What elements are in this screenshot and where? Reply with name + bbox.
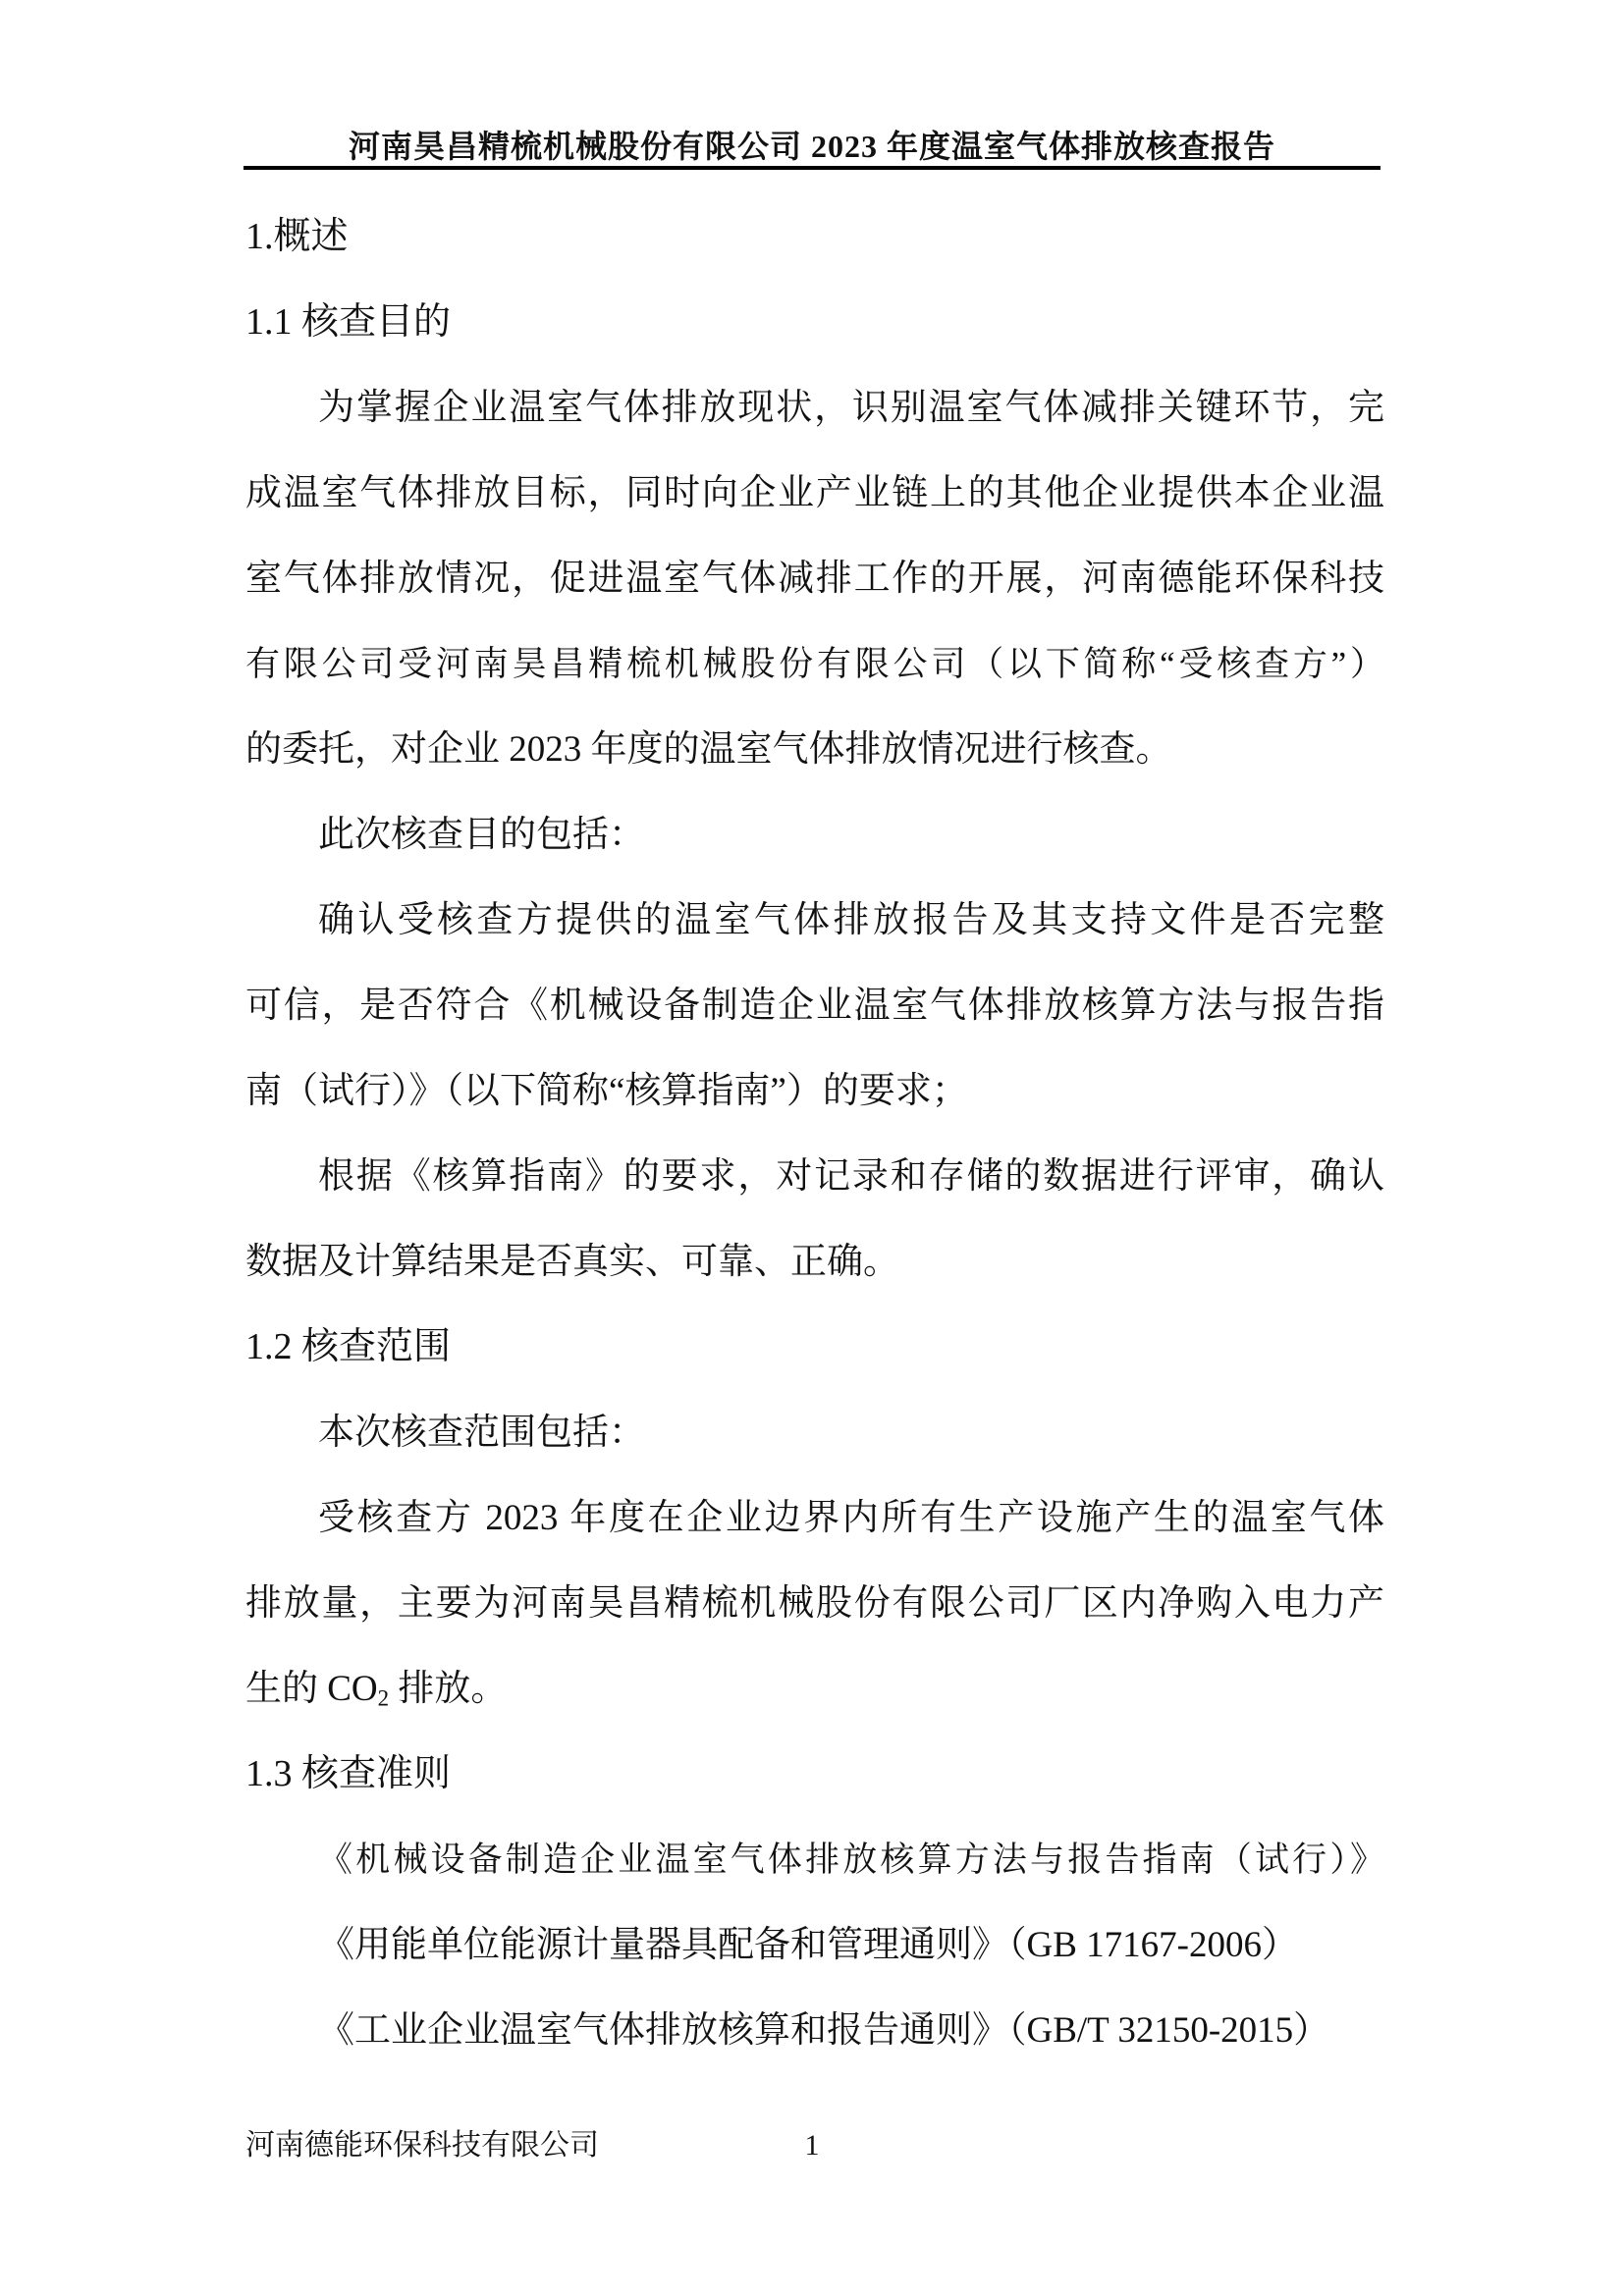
co2-subscript: 2 — [377, 1685, 390, 1711]
body-line: 室气体排放情况，促进温室气体减排工作的开展，河南德能环保科技 — [245, 559, 1384, 599]
co2-text-pre: 生的 CO — [245, 1669, 378, 1709]
body-line: 的委托，对企业 2023 年度的温室气体排放情况进行核查。 — [245, 729, 1172, 770]
body-line: 根据《核算指南》的要求，对记录和存储的数据进行评审，确认 — [318, 1156, 1384, 1197]
header-rule — [244, 166, 1380, 170]
body-line: 本次核查范围包括： — [318, 1413, 645, 1453]
body-line: 南（试行）》（以下简称“核算指南”）的要求； — [245, 1071, 968, 1111]
document-body — [245, 194, 1384, 2073]
body-line: 可信，是否符合《机械设备制造企业温室气体排放核算方法与报告指 — [245, 986, 1384, 1026]
section-heading-1: 1.概述 — [245, 216, 349, 257]
body-line: 受核查方 2023 年度在企业边界内所有生产设施产生的温室气体 — [318, 1498, 1384, 1538]
reference-line: 《工业企业温室气体排放核算和报告通则》（GB/T 32150-2015） — [318, 2010, 1330, 2051]
body-line: 有限公司受河南昊昌精梳机械股份有限公司（以下简称“受核查方”） — [245, 645, 1384, 683]
reference-line: 《用能单位能源计量器具配备和管理通则》（GB 17167-2006） — [318, 1925, 1298, 1965]
page-footer — [0, 2126, 1624, 2165]
footer-page-number: 1 — [804, 2129, 820, 2162]
body-line: 为掌握企业温室气体排放现状，识别温室气体减排关键环节，完 — [318, 388, 1384, 428]
reference-line: 《机械设备制造企业温室气体排放核算方法与报告指南（试行）》 — [318, 1841, 1384, 1879]
co2-text-post: 排放。 — [389, 1669, 508, 1709]
footer-company-name: 河南德能环保科技有限公司 — [245, 2129, 599, 2162]
body-line: 排放量，主要为河南昊昌精梳机械股份有限公司厂区内净购入电力产 — [245, 1583, 1384, 1624]
body-line: 数据及计算结果是否真实、可靠、正确。 — [245, 1242, 899, 1282]
body-line: 成温室气体排放目标，同时向企业产业链上的其他企业提供本企业温 — [245, 473, 1384, 513]
section-heading-1-1: 1.1 核查目的 — [245, 301, 452, 343]
body-line: 确认受核查方提供的温室气体排放报告及其支持文件是否完整 — [318, 900, 1384, 940]
body-line: 此次核查目的包括： — [318, 815, 645, 855]
body-line-co2 — [245, 1646, 1384, 1732]
section-heading-1-3: 1.3 核查准则 — [245, 1753, 452, 1794]
running-header-title: 河南昊昌精梳机械股份有限公司 2023 年度温室气体排放核查报告 — [348, 129, 1275, 164]
section-heading-1-2: 1.2 核查范围 — [245, 1326, 452, 1367]
